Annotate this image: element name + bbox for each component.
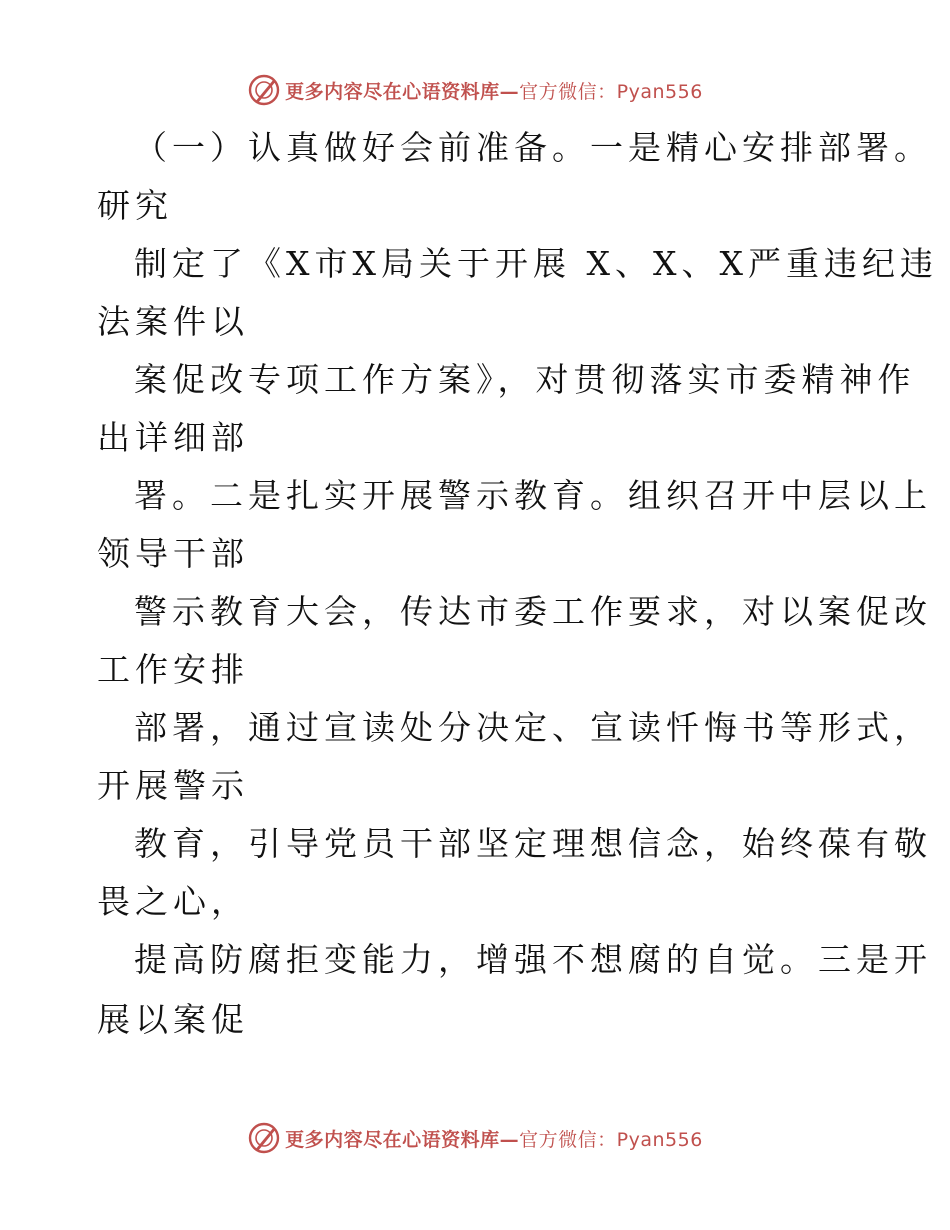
watermark-text: 更多内容尽在心语资料库—: [285, 1128, 520, 1151]
watermark-text: 更多内容尽在心语资料库—: [285, 80, 520, 103]
body-line: （一）认真做好会前准备。一是精心安排部署。: [134, 128, 932, 167]
body-line: 教育，引导党员干部坚定理想信念，始终葆有敬: [134, 824, 932, 863]
body-line: 署。二是扎实开展警示教育。组织召开中层以上: [134, 476, 932, 515]
body-line: 案促改专项工作方案》，对贯彻落实市委精神作: [134, 360, 916, 399]
body-line: 展以案促: [97, 1000, 249, 1039]
quill-logo-icon: [247, 1121, 281, 1155]
body-line: 制定了《X市X局关于开展 X、X、X严重违纪违: [134, 244, 938, 283]
body-line: 领导干部: [97, 534, 249, 573]
watermark-wechat: 官方微信：Pyan556: [519, 80, 703, 103]
footer-watermark: [0, 1118, 950, 1158]
body-line: 开展警示: [97, 766, 249, 805]
body-line: 提高防腐拒变能力，增强不想腐的自觉。三是开: [134, 940, 932, 979]
body-line: 部署，通过宣读处分决定、宣读忏悔书等形式，: [134, 708, 932, 747]
body-line: 法案件以: [97, 302, 249, 341]
body-line: 工作安排: [97, 650, 249, 689]
body-line: 出详细部: [97, 418, 249, 457]
body-line: 研究: [97, 186, 173, 225]
body-line: 警示教育大会，传达市委工作要求，对以案促改: [134, 592, 932, 631]
body-line: 畏之心，: [97, 882, 249, 921]
watermark-wechat: 官方微信：Pyan556: [519, 1128, 703, 1151]
